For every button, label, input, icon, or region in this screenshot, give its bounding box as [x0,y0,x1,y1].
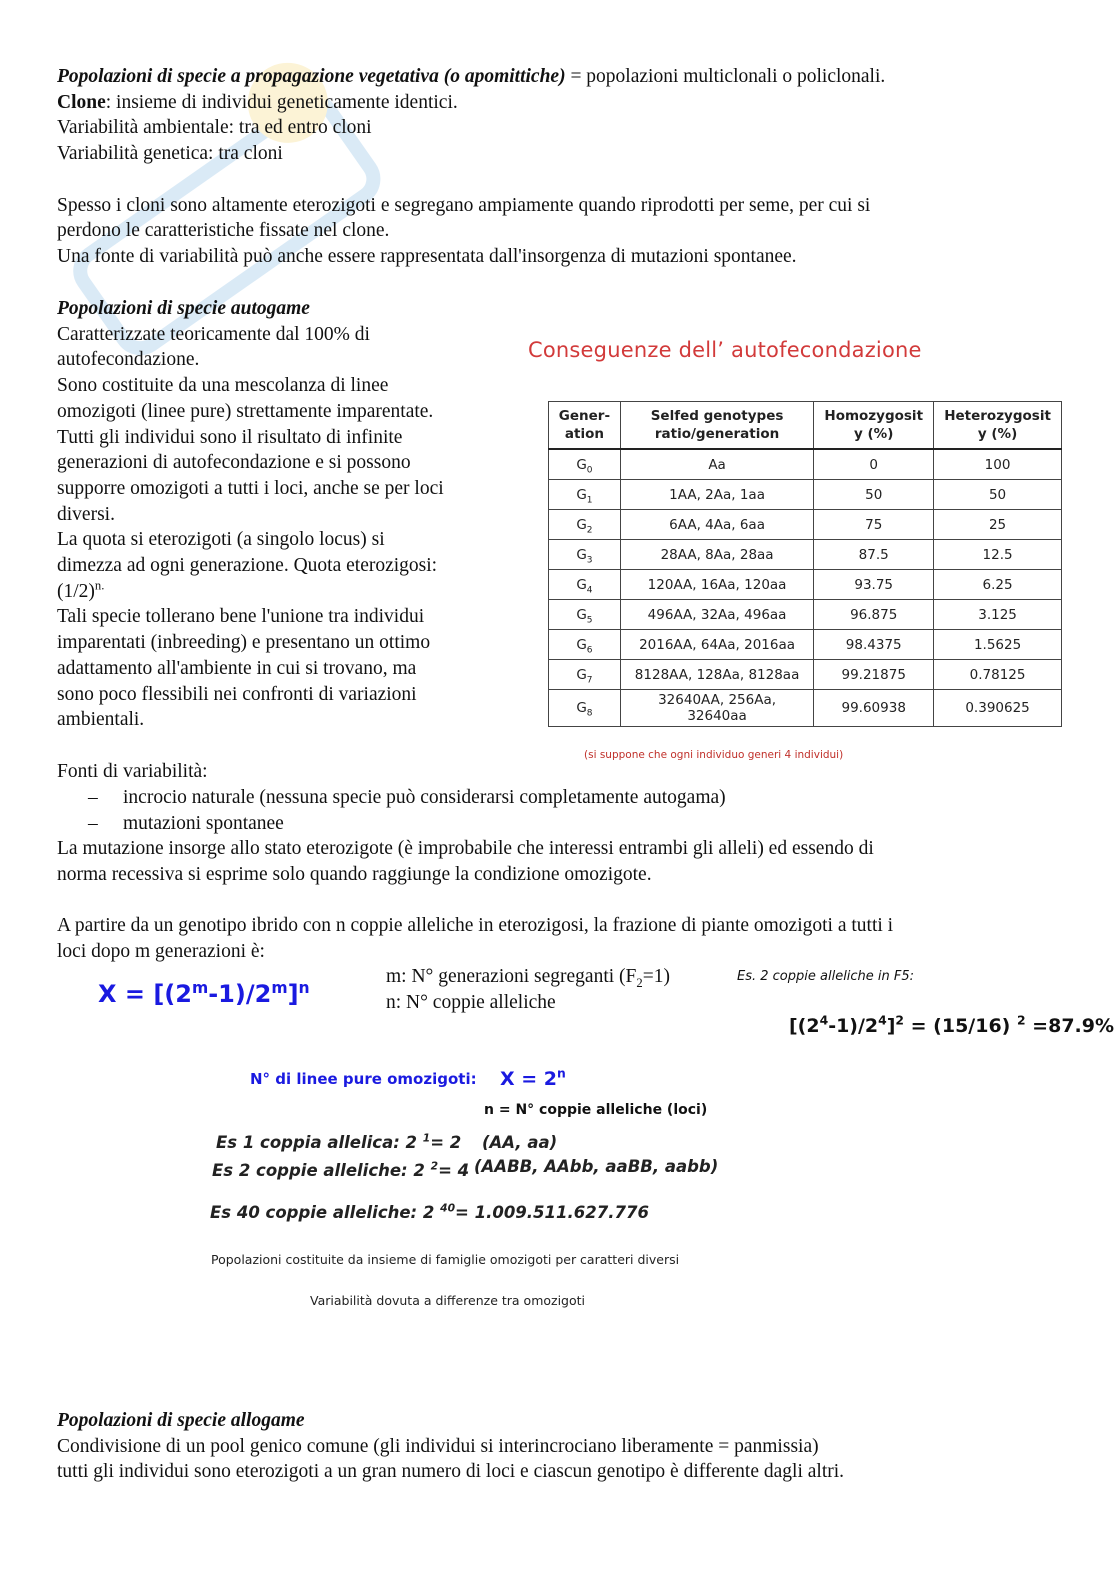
pure-lines-example-1: Es 1 coppia allelica: 2 $^1$= 2 [216,1131,462,1152]
intro-para2-line-3: Una fonte di variabilità può anche essere rappresentata dall'insorgenza di mutazioni spontanee. [57,245,797,267]
homozygote-formula: $X = [(2^m-1)/2^m]^n$ [98,979,310,1008]
cell-ratio: 32640AA, 256Aa, 32640aa [620,690,813,727]
autogame-line: Tutti gli individui sono il risultato di infinite [57,426,403,448]
autogame-line: dimezza ad ogni generazione. Quota eterozigosi: [57,555,438,577]
table-row [549,449,1062,480]
intro-section [57,64,885,270]
autogame-line: supporre omozigoti a tutti i loci, anche se per loci [57,477,444,499]
header-heterozygosity: Heterozygosit y (%) [934,402,1062,450]
autogame-line: adattamento all'ambiente in cui si trovano, ma [57,657,417,679]
list-item: – mutazioni spontanee [88,812,284,834]
pure-lines-heading: N° di linee pure omozigoti: [250,1070,477,1088]
autogame-line: Sono costituite da una mescolanza di linee [57,375,389,397]
autogame-line: generazioni di autofecondazione e si possono [57,452,411,474]
cell-ratio: 120AA, 16Aa, 120aa [620,570,813,600]
intro-para2-line-2: perdono le caratteristiche fissate nel clone. [57,220,390,242]
autogame-line: ambientali. [57,709,145,731]
cell-heterozygosity: 0.78125 [934,660,1062,690]
formula-definitions [386,964,670,1015]
cell-heterozygosity: 100 [934,449,1062,480]
header-generation: Gener- ation [549,402,621,450]
table-row [549,600,1062,630]
variability-list [88,785,726,836]
intro-line-2: Clone: insieme di individui geneticamente identici. [57,91,458,113]
pure-lines-note-2: Variabilità dovuta a differenze tra omozigoti [310,1293,586,1308]
table-row [549,660,1062,690]
table-row [549,630,1062,660]
autogame-line: autofecondazione. [57,349,200,371]
cell-heterozygosity: 3.125 [934,600,1062,630]
autogame-line: imparentati (inbreeding) e presentano un ottimo [57,632,431,654]
pure-lines-example-1-genotypes: (AA, aa) [482,1133,558,1152]
cell-ratio: Aa [620,449,813,480]
table-title: Conseguenze dell’ autofecondazione [528,338,922,362]
cell-heterozygosity: 25 [934,510,1062,540]
cell-heterozygosity: 6.25 [934,570,1062,600]
cell-ratio: 2016AA, 64Aa, 2016aa [620,630,813,660]
cell-generation: $G_0$ [549,449,621,480]
mutation-paragraph: La mutazione insorge allo stato eterozigote (è improbabile che interessi entrambi gli alleli) ed essendo di norma recessiva si esprime solo quando raggiunge la condizione omozigote. A partire da un genotipo ibrido con n coppie alleliche in eterozigosi, la frazione di piante omozigoti a tutti i loci dopo m generazioni è: [57,838,894,962]
cell-ratio: 1AA, 2Aa, 1aa [620,480,813,510]
cell-generation: $G_7$ [549,660,621,690]
cell-ratio: 6AA, 4Aa, 6aa [620,510,813,540]
cell-homozygosity: 99.60938 [814,690,934,727]
allogame-line-1: Condivisione di un pool genico comune (gli individui si interincrociano liberamente = panmissia) [57,1435,819,1457]
intro-line-3: Variabilità ambientale: tra ed entro cloni [57,117,372,139]
cell-homozygosity: 98.4375 [814,630,934,660]
intro-para2-line-1: Spesso i cloni sono altamente eterozigoti e segregano ampiamente quando riprodotti per seme, per cui si [57,194,871,216]
cell-generation: $G_5$ [549,600,621,630]
cell-generation: $G_8$ [549,690,621,727]
autogame-line: diversi. [57,503,115,525]
cell-generation: $G_1$ [549,480,621,510]
allogame-line-2: tutti gli individui sono eterozigoti a un gran numero di loci e ciascun genotipo è differente dagli altri. [57,1461,845,1483]
list-item: – incrocio naturale (nessuna specie può considerarsi completamente autogama) [88,787,726,808]
cell-homozygosity: 50 [814,480,934,510]
cell-ratio: 8128AA, 128Aa, 8128aa [620,660,813,690]
allogame-title: Popolazioni di specie allogame [57,1410,305,1431]
autogame-section [57,296,444,733]
table-row [549,540,1062,570]
heterozygosity-fraction: $(1/2)^{n.}$ [57,578,105,602]
cell-generation: $G_2$ [549,510,621,540]
table-row [549,480,1062,510]
cell-homozygosity: 96.875 [814,600,934,630]
allogame-section [57,1408,844,1485]
autogame-line: La quota si eterozigoti (a singolo locus) si [57,529,385,551]
m-definition: m: N° generazioni segreganti $(F_2=1)$ [386,966,670,990]
cell-heterozygosity: 50 [934,480,1062,510]
cell-homozygosity: 75 [814,510,934,540]
variability-title: Fonti di variabilità: [57,761,208,782]
autogame-line: omozigoti (linee pure) strettamente imparentate. [57,400,434,422]
cell-homozygosity: 99.21875 [814,660,934,690]
pure-lines-formula: $X = 2^n$ [500,1066,566,1090]
pure-lines-note-1: Popolazioni costituite da insieme di famiglie omozigoti per caratteri diversi [211,1252,680,1267]
autogame-line: sono poco flessibili nei confronti di variazioni [57,683,417,705]
header-homozygosity: Homozygosit y (%) [814,402,934,450]
cell-generation: $G_6$ [549,630,621,660]
cell-generation: $G_3$ [549,540,621,570]
autogame-title: Popolazioni di specie autogame [57,298,310,319]
n-definition: n: N° coppie alleliche [386,991,556,1013]
cell-heterozygosity: 0.390625 [934,690,1062,727]
autogame-line: Caratterizzate teoricamente dal 100% di [57,323,370,345]
cell-ratio: 28AA, 8Aa, 28aa [620,540,813,570]
pure-lines-n-definition: n = N° coppie alleliche (loci) [484,1102,708,1118]
pure-lines-example-3: Es 40 coppie alleliche: 2 $^{40}$= 1.009.511.627.776 [210,1201,649,1222]
table-note: (si suppone che ogni individuo generi 4 individui) [584,749,844,761]
autogame-line: Tali specie tollerano bene l'unione tra individui [57,606,425,628]
cell-homozygosity: 0 [814,449,934,480]
table-row [549,570,1062,600]
example-result: $[(2^4-1)/2^4]^2 = (15/16)$ $^2$ =87.9% [789,1013,1115,1037]
example-label: Es. 2 coppie alleliche in F5: [737,969,915,984]
table-row [549,690,1062,727]
cell-heterozygosity: 12.5 [934,540,1062,570]
table-header-row [549,402,1062,450]
pure-lines-example-2: Es 2 coppie alleliche: 2 $^2$= 4 [212,1159,470,1180]
intro-line-1: Popolazioni di specie a propagazione vegetativa (o apomittiche) = popolazioni multiclonali o policlonali. [57,66,886,87]
header-ratio: Selfed genotypes ratio/generation [620,402,813,450]
cell-ratio: 496AA, 32Aa, 496aa [620,600,813,630]
table-row [549,510,1062,540]
cell-homozygosity: 93.75 [814,570,934,600]
selfing-table [548,401,1062,727]
pure-lines-example-2-genotypes: (AABB, AAbb, aaBB, aabb) [474,1157,719,1176]
cell-heterozygosity: 1.5625 [934,630,1062,660]
intro-line-4: Variabilità genetica: tra cloni [57,143,283,165]
cell-homozygosity: 87.5 [814,540,934,570]
cell-generation: $G_4$ [549,570,621,600]
